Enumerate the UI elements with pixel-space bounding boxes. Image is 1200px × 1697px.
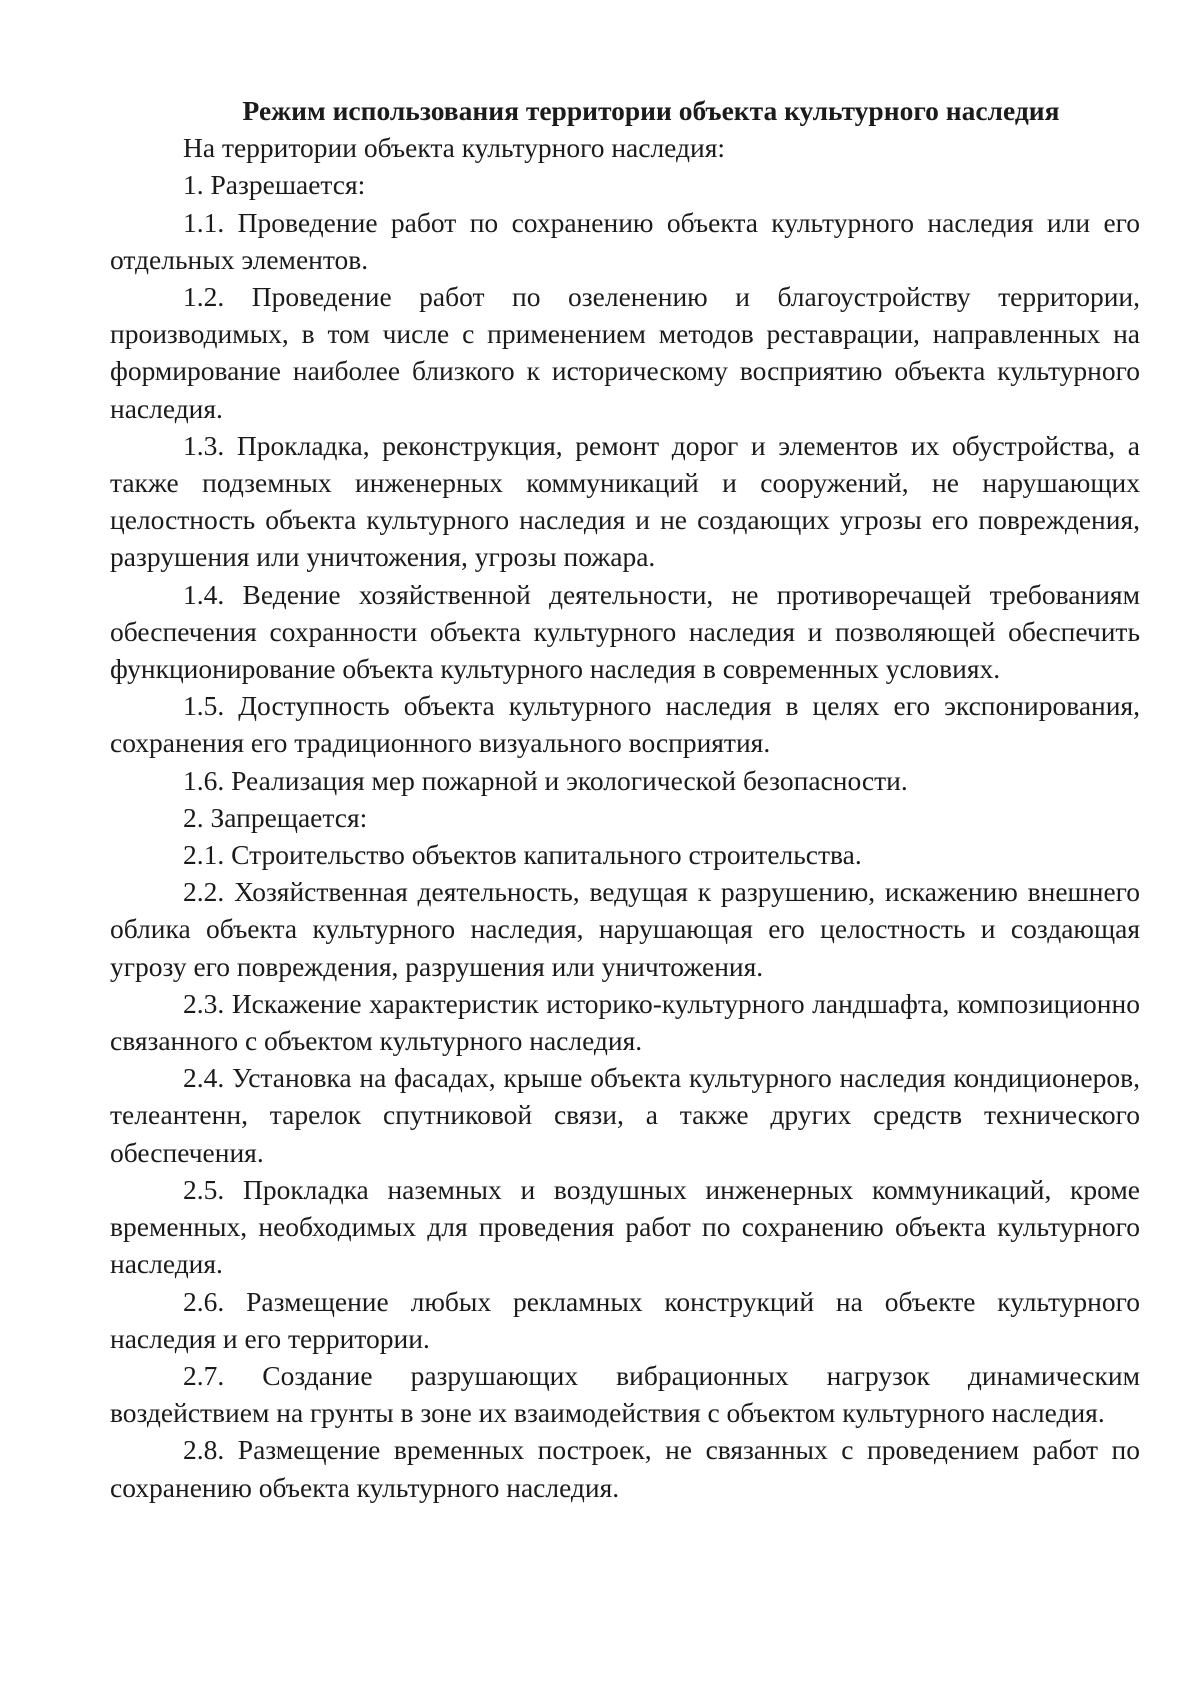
clause-2-4: 2.4. Установка на фасадах, крыше объекта культурного наследия кондиционеров, телеантенн, тарелок спутниковой связи, а также других средств технического обеспечения. — [110, 1062, 1140, 1168]
clause-1-3: 1.3. Прокладка, реконструкция, ремонт дорог и элементов их обустройства, а также подземных инженерных коммуникаций и сооружений, не нарушающих целостность объекта культурного наследия и не создающих угрозы его повреждения, разрушения или уничтожения, угрозы пожара. — [110, 429, 1140, 573]
document-title: Режим использования территории объекта культурного наследия — [242, 95, 1060, 126]
clause-2-3: 2.3. Искажение характеристик историко-культурного ландшафта, композиционно связанного с объектом культурного наследия. — [110, 987, 1140, 1057]
clause-1-1: 1.1. Проведение работ по сохранению объекта культурного наследия или его отдельных элементов. — [110, 206, 1140, 275]
clause-1-5: 1.5. Доступность объекта культурного наследия в целях его экспонирования, сохранения его традиционного визуального восприятия. — [110, 690, 1140, 759]
clause-1-4: 1.4. Ведение хозяйственной деятельности, не противоречащей требованиям обеспечения сохранности объекта культурного наследия и позволяющей обеспечить функционирование объекта культурного наследия в современных условиях. — [110, 578, 1140, 685]
clause-2-5: 2.5. Прокладка наземных и воздушных инженерных коммуникаций, кроме временных, необходимых для проведения работ по сохранению объекта культурного наследия. — [110, 1173, 1140, 1280]
clause-2-2: 2.2. Хозяйственная деятельность, ведущая к разрушению, искажению внешнего облика объекта культурного наследия, нарушающая его целостность и создающая угрозу его повреждения, разрушения или уничтожения. — [110, 876, 1140, 982]
section-heading-prohibited: 2. Запрещается: — [183, 801, 368, 833]
clause-2-7: 2.7. Создание разрушающих вибрационных нагрузок динамическим воздействием на грунты в зоне их взаимодействия с объектом культурного наследия. — [110, 1359, 1140, 1429]
clause-1-6: 1.6. Реализация мер пожарной и экологической безопасности. — [183, 764, 908, 796]
clause-2-6: 2.6. Размещение любых рекламных конструкций на объекте культурного наследия и его территории. — [110, 1285, 1140, 1354]
clause-2-1: 2.1. Строительство объектов капитального строительства. — [183, 839, 862, 871]
clause-2-8: 2.8. Размещение временных построек, не связанных с проведением работ по сохранению объекта культурного наследия. — [110, 1434, 1140, 1503]
intro-paragraph: На территории объекта культурного наследия: — [183, 132, 726, 164]
section-heading-permitted: 1. Разрешается: — [183, 169, 366, 201]
clause-1-2: 1.2. Проведение работ по озеленению и благоустройству территории, производимых, в том числе с применением методов реставрации, направленных на формирование наиболее близкого к историческому восприятию объекта культурного наследия. — [110, 281, 1140, 424]
document-page — [110, 92, 1140, 1506]
